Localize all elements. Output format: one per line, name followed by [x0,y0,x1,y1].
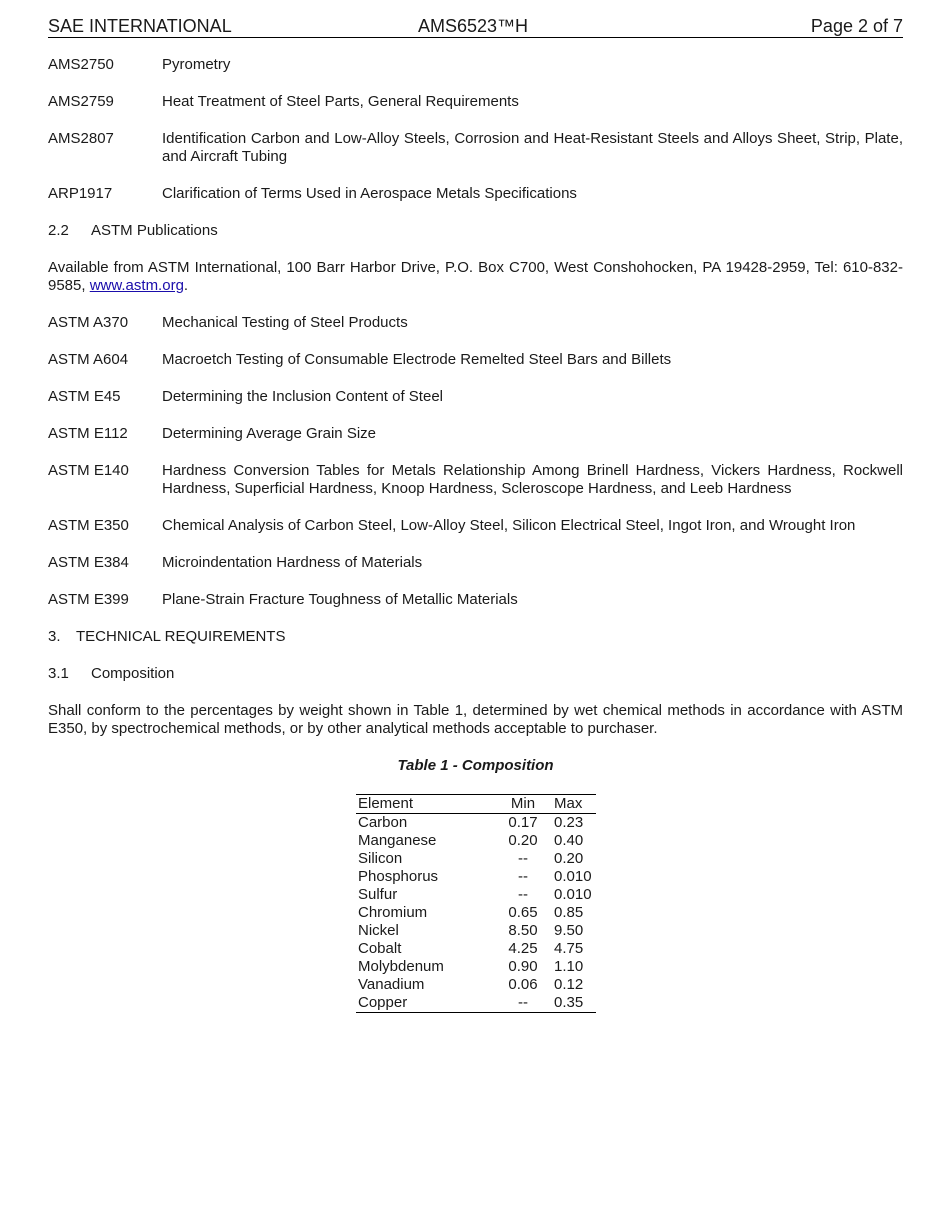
min-cell: 8.50 [508,922,538,939]
reference-title: Heat Treatment of Steel Parts, General Requirements [162,93,519,110]
reference-code: ASTM E45 [48,388,121,405]
element-cell: Molybdenum [358,958,444,975]
section-title: TECHNICAL REQUIREMENTS [76,628,286,645]
astm-reference-list [48,314,903,609]
reference-code: ARP1917 [48,185,113,202]
reference-code: AMS2759 [48,93,114,110]
reference-code: ASTM E399 [48,591,129,608]
reference-title: Microindentation Hardness of Materials [162,554,423,571]
table-row [356,958,596,976]
header-org: SAE INTERNATIONAL [48,16,232,36]
reference-entry [48,554,903,572]
max-cell: 1.10 [554,958,584,975]
header-page-number: Page 2 of 7 [810,16,903,36]
reference-entry [48,93,903,111]
section-number: 2.2 [48,222,69,239]
table-row [356,886,596,904]
element-cell: Cobalt [358,940,402,957]
header-min: Min [496,795,550,814]
reference-code: ASTM E350 [48,517,129,534]
reference-entry [48,462,903,498]
table-row [356,940,596,958]
table-row [356,922,596,940]
reference-entry [48,388,903,406]
reference-entry [48,56,903,74]
reference-code: ASTM A370 [48,314,129,331]
astm-availability-end: . [183,277,189,294]
element-cell: Carbon [358,814,408,831]
reference-title: Mechanical Testing of Steel Products [162,314,408,331]
reference-code: ASTM E112 [48,425,128,442]
astm-availability-text: Available from ASTM International, 100 Barr Harbor Drive, P.O. Box C700, West Conshohocken, PA 19428-2959, Tel: 610-832-9585, [48,259,903,294]
section-number: 3.1 [48,665,69,682]
max-cell: 0.35 [554,994,584,1011]
reference-title: Pyrometry [162,56,231,73]
astm-website-link[interactable]: www.astm.org [89,277,184,294]
section-3-heading [48,628,903,646]
max-cell: 0.85 [554,904,584,921]
reference-entry [48,425,903,443]
element-cell: Vanadium [358,976,425,993]
section-title: Composition [91,665,175,682]
element-cell: Phosphorus [358,868,439,885]
table-row [356,814,596,833]
element-cell: Copper [358,994,408,1011]
max-cell: 4.75 [554,940,584,957]
composition-table [356,794,596,1013]
table-header-row [356,795,596,814]
reference-entry [48,351,903,369]
table-row [356,832,596,850]
max-cell: 0.010 [554,868,592,885]
max-cell: 0.40 [554,832,584,849]
reference-code: ASTM A604 [48,351,129,368]
section-title: ASTM Publications [91,222,218,239]
element-cell: Sulfur [358,886,398,903]
max-cell: 0.12 [554,976,584,993]
reference-title: Chemical Analysis of Carbon Steel, Low-Alloy Steel, Silicon Electrical Steel, Ingot Iron, and Wrought Iron [162,517,856,534]
reference-title: Identification Carbon and Low-Alloy Steels, Corrosion and Heat-Resistant Steels and Alloys Sheet, Strip, Plate, and Aircraft Tubing [162,130,903,165]
element-cell: Manganese [358,832,437,849]
element-cell: Nickel [358,922,399,939]
section-3-1-heading [48,665,903,683]
table-row [356,994,596,1013]
document-body [48,56,903,1013]
reference-entry [48,517,903,535]
table-row [356,868,596,886]
page-header [48,16,903,38]
reference-code: ASTM E384 [48,554,129,571]
reference-title: Determining Average Grain Size [162,425,376,442]
reference-title: Determining the Inclusion Content of Steel [162,388,443,405]
min-cell: -- [518,994,528,1011]
reference-code: AMS2750 [48,56,114,73]
max-cell: 0.20 [554,850,584,867]
table-row [356,904,596,922]
max-cell: 0.23 [554,814,584,831]
header-doc-number: AMS6523™H [418,16,529,36]
sae-reference-list [48,56,903,203]
header-element: Element [356,795,496,814]
reference-title: Clarification of Terms Used in Aerospace Metals Specifications [162,185,577,202]
min-cell: 0.65 [508,904,538,921]
min-cell: 0.90 [508,958,538,975]
reference-title: Hardness Conversion Tables for Metals Relationship Among Brinell Hardness, Vickers Hardness, Rockwell Hardness, Superficial Hardness, Knoop Hardness, Scleroscope Hardness, and Leeb Hardness [162,462,903,497]
max-cell: 9.50 [554,922,584,939]
reference-title: Macroetch Testing of Consumable Electrode Remelted Steel Bars and Billets [162,351,672,368]
table-row [356,976,596,994]
composition-paragraph: Shall conform to the percentages by weight shown in Table 1, determined by wet chemical methods in accordance with ASTM E350, by spectrochemical methods, or by other analytical methods acceptable to purchaser. [48,702,903,737]
reference-entry [48,314,903,332]
table-row [356,850,596,868]
min-cell: 0.20 [508,832,538,849]
element-cell: Chromium [358,904,428,921]
reference-entry [48,591,903,609]
astm-availability-paragraph [48,259,903,295]
reference-code: AMS2807 [48,130,114,147]
min-cell: 4.25 [508,940,538,957]
min-cell: -- [518,850,528,867]
reference-code: ASTM E140 [48,462,129,479]
min-cell: 0.17 [508,814,538,831]
table-caption: Table 1 - Composition [397,757,554,774]
section-2-2-heading [48,222,903,240]
min-cell: -- [518,886,528,903]
max-cell: 0.010 [554,886,592,903]
element-cell: Silicon [358,850,403,867]
min-cell: 0.06 [508,976,538,993]
min-cell: -- [518,868,528,885]
reference-title: Plane-Strain Fracture Toughness of Metallic Materials [162,591,518,608]
reference-entry [48,185,903,203]
header-max: Max [550,795,596,814]
section-number: 3. [48,628,61,645]
reference-entry [48,130,903,166]
